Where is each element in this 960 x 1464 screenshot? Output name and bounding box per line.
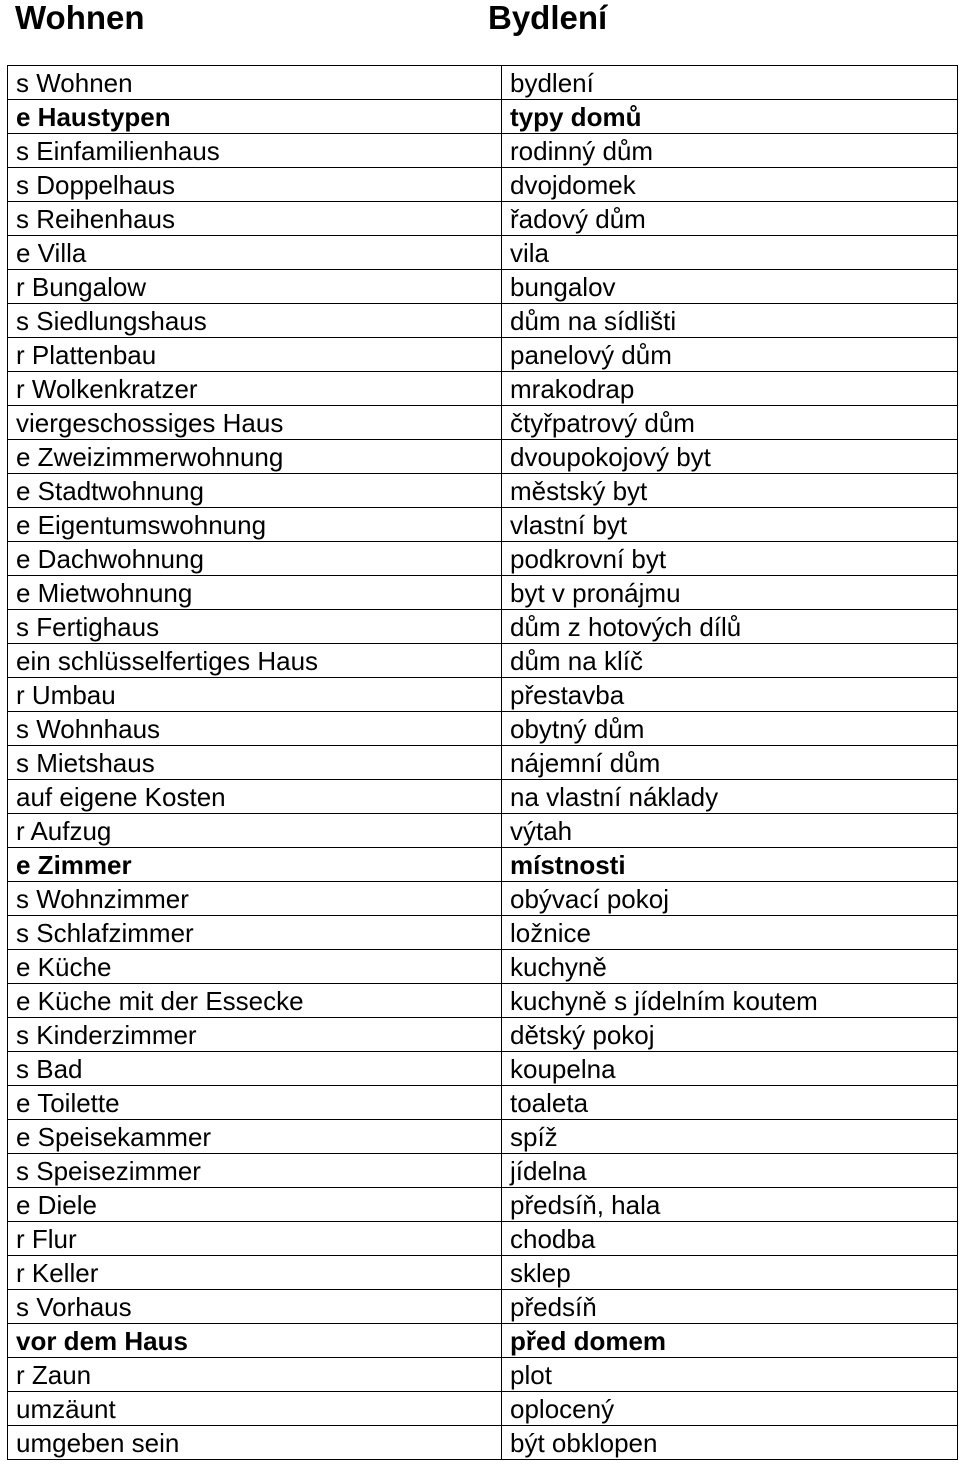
vocab-row xyxy=(8,1052,958,1086)
czech-term: výtah xyxy=(502,814,958,848)
vocab-row xyxy=(8,950,958,984)
section-header-row xyxy=(8,100,958,134)
czech-term: na vlastní náklady xyxy=(502,780,958,814)
section-header-row xyxy=(8,848,958,882)
german-term: s Mietshaus xyxy=(8,746,502,780)
german-term: e Speisekammer xyxy=(8,1120,502,1154)
vocab-row xyxy=(8,542,958,576)
german-term: s Wohnen xyxy=(8,66,502,100)
czech-term: nájemní dům xyxy=(502,746,958,780)
vocab-row xyxy=(8,474,958,508)
vocab-row xyxy=(8,916,958,950)
german-term: ein schlüsselfertiges Haus xyxy=(8,644,502,678)
german-term: s Einfamilienhaus xyxy=(8,134,502,168)
german-term: r Wolkenkratzer xyxy=(8,372,502,406)
german-term: e Zweizimmerwohnung xyxy=(8,440,502,474)
german-term: e Mietwohnung xyxy=(8,576,502,610)
german-term: e Zimmer xyxy=(8,848,502,882)
czech-term: přestavba xyxy=(502,678,958,712)
czech-term: panelový dům xyxy=(502,338,958,372)
czech-term: kuchyně xyxy=(502,950,958,984)
vocab-row xyxy=(8,406,958,440)
czech-term: typy domů xyxy=(502,100,958,134)
czech-term: bydlení xyxy=(502,66,958,100)
german-term: umgeben sein xyxy=(8,1426,502,1460)
vocab-row xyxy=(8,780,958,814)
czech-term: mrakodrap xyxy=(502,372,958,406)
czech-term: sklep xyxy=(502,1256,958,1290)
vocab-row xyxy=(8,1256,958,1290)
german-heading: Wohnen xyxy=(15,0,145,36)
czech-term: předsíň, hala xyxy=(502,1188,958,1222)
czech-term: před domem xyxy=(502,1324,958,1358)
czech-term: být obklopen xyxy=(502,1426,958,1460)
vocab-row xyxy=(8,1222,958,1256)
czech-term: toaleta xyxy=(502,1086,958,1120)
german-term: s Fertighaus xyxy=(8,610,502,644)
vocab-row xyxy=(8,1290,958,1324)
german-term: e Diele xyxy=(8,1188,502,1222)
vocab-row xyxy=(8,1086,958,1120)
czech-term: dvojdomek xyxy=(502,168,958,202)
german-term: r Flur xyxy=(8,1222,502,1256)
vocab-row xyxy=(8,712,958,746)
vocab-row xyxy=(8,984,958,1018)
german-term: e Eigentumswohnung xyxy=(8,508,502,542)
vocab-row xyxy=(8,270,958,304)
czech-term: řadový dům xyxy=(502,202,958,236)
vocab-row xyxy=(8,508,958,542)
german-term: s Schlafzimmer xyxy=(8,916,502,950)
czech-term: dům na klíč xyxy=(502,644,958,678)
german-term: s Kinderzimmer xyxy=(8,1018,502,1052)
german-term: e Haustypen xyxy=(8,100,502,134)
czech-term: jídelna xyxy=(502,1154,958,1188)
czech-heading: Bydlení xyxy=(488,0,608,36)
vocab-row xyxy=(8,1154,958,1188)
vocab-row xyxy=(8,1426,958,1460)
czech-term: oplocený xyxy=(502,1392,958,1426)
vocab-row xyxy=(8,746,958,780)
vocab-row xyxy=(8,1018,958,1052)
czech-term: předsíň xyxy=(502,1290,958,1324)
vocab-row xyxy=(8,202,958,236)
czech-term: dům z hotových dílů xyxy=(502,610,958,644)
german-term: s Bad xyxy=(8,1052,502,1086)
czech-term: vila xyxy=(502,236,958,270)
vocab-row xyxy=(8,168,958,202)
german-term: e Küche mit der Essecke xyxy=(8,984,502,1018)
vocab-row xyxy=(8,814,958,848)
column-headings xyxy=(0,0,960,40)
german-term: r Plattenbau xyxy=(8,338,502,372)
vocab-row xyxy=(8,678,958,712)
czech-term: podkrovní byt xyxy=(502,542,958,576)
czech-term: dům na sídlišti xyxy=(502,304,958,338)
vocab-row xyxy=(8,338,958,372)
czech-term: dvoupokojový byt xyxy=(502,440,958,474)
czech-term: vlastní byt xyxy=(502,508,958,542)
vocab-row xyxy=(8,236,958,270)
vocabulary-table xyxy=(7,65,958,1460)
czech-term: místnosti xyxy=(502,848,958,882)
german-term: umzäunt xyxy=(8,1392,502,1426)
czech-term: ložnice xyxy=(502,916,958,950)
german-term: s Vorhaus xyxy=(8,1290,502,1324)
vocab-row xyxy=(8,644,958,678)
german-term: e Toilette xyxy=(8,1086,502,1120)
czech-term: obývací pokoj xyxy=(502,882,958,916)
german-term: s Wohnhaus xyxy=(8,712,502,746)
german-term: viergeschossiges Haus xyxy=(8,406,502,440)
czech-term: obytný dům xyxy=(502,712,958,746)
czech-term: rodinný dům xyxy=(502,134,958,168)
vocabulary-table-body xyxy=(8,66,958,1460)
vocab-row xyxy=(8,372,958,406)
german-term: e Dachwohnung xyxy=(8,542,502,576)
czech-term: bungalov xyxy=(502,270,958,304)
vocab-row xyxy=(8,610,958,644)
vocab-row xyxy=(8,304,958,338)
vocab-row xyxy=(8,1120,958,1154)
german-term: vor dem Haus xyxy=(8,1324,502,1358)
vocab-row xyxy=(8,882,958,916)
german-term: r Umbau xyxy=(8,678,502,712)
czech-term: koupelna xyxy=(502,1052,958,1086)
german-term: s Speisezimmer xyxy=(8,1154,502,1188)
czech-term: chodba xyxy=(502,1222,958,1256)
vocab-row xyxy=(8,576,958,610)
vocab-row xyxy=(8,1188,958,1222)
section-header-row xyxy=(8,1324,958,1358)
german-term: r Aufzug xyxy=(8,814,502,848)
german-term: e Küche xyxy=(8,950,502,984)
czech-term: byt v pronájmu xyxy=(502,576,958,610)
german-term: r Bungalow xyxy=(8,270,502,304)
german-term: r Zaun xyxy=(8,1358,502,1392)
german-term: e Stadtwohnung xyxy=(8,474,502,508)
german-term: auf eigene Kosten xyxy=(8,780,502,814)
vocab-row xyxy=(8,440,958,474)
german-term: s Wohnzimmer xyxy=(8,882,502,916)
german-term: s Siedlungshaus xyxy=(8,304,502,338)
vocab-row xyxy=(8,134,958,168)
vocab-row xyxy=(8,66,958,100)
czech-term: kuchyně s jídelním koutem xyxy=(502,984,958,1018)
vocab-row xyxy=(8,1392,958,1426)
czech-term: čtyřpatrový dům xyxy=(502,406,958,440)
czech-term: spíž xyxy=(502,1120,958,1154)
german-term: s Reihenhaus xyxy=(8,202,502,236)
czech-term: plot xyxy=(502,1358,958,1392)
german-term: e Villa xyxy=(8,236,502,270)
vocab-row xyxy=(8,1358,958,1392)
german-term: r Keller xyxy=(8,1256,502,1290)
czech-term: městský byt xyxy=(502,474,958,508)
german-term: s Doppelhaus xyxy=(8,168,502,202)
czech-term: dětský pokoj xyxy=(502,1018,958,1052)
